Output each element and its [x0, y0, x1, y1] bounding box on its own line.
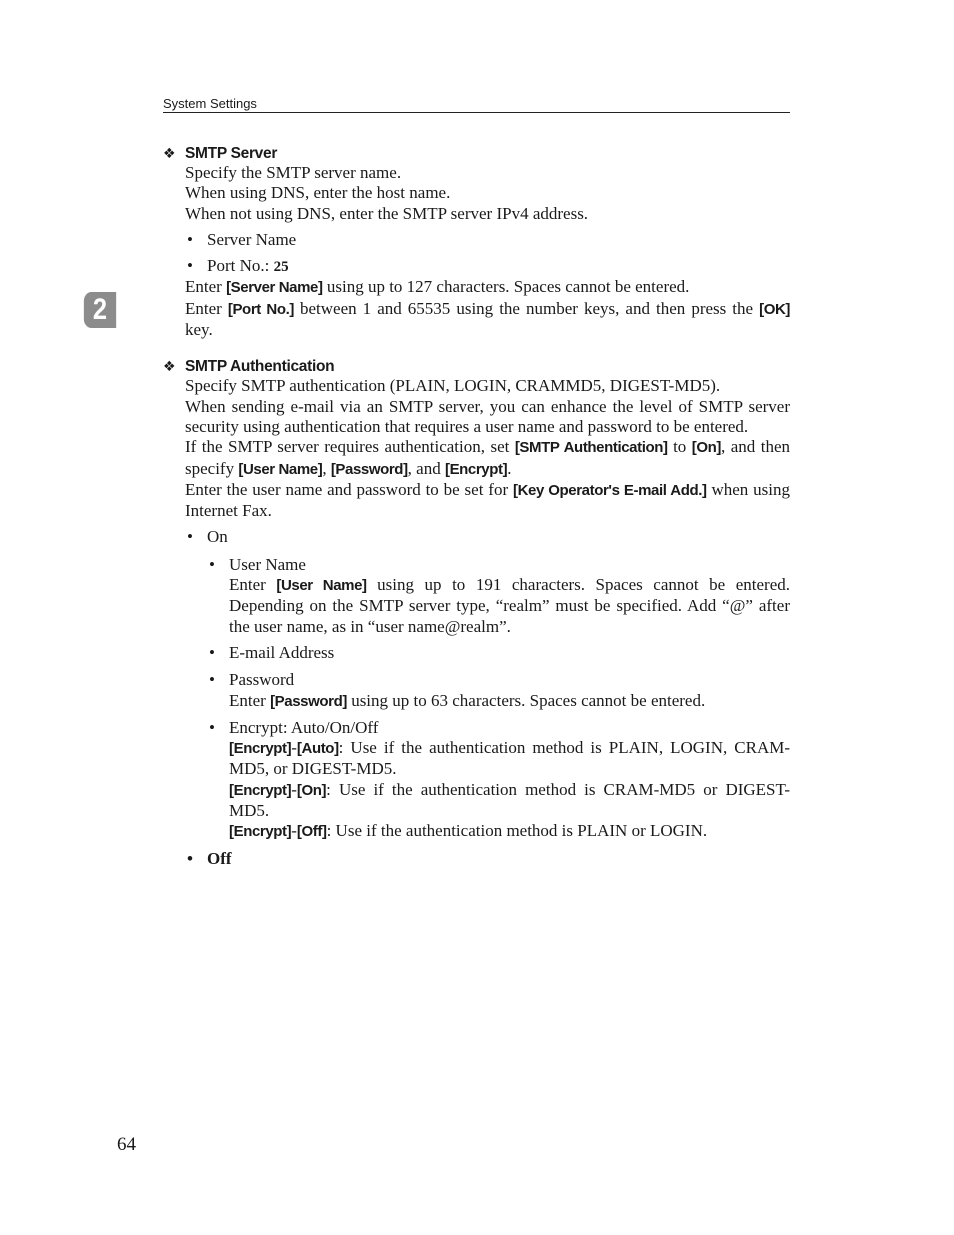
smtp-server-heading: [163, 143, 790, 163]
chapter-tab: 2: [84, 292, 116, 328]
list-item-encrypt: [207, 718, 790, 843]
encrypt-auto-description: [Encrypt]-[Auto]: Use if the authentication method is PLAIN, LOGIN, CRAM-MD5, or DIGEST-MD5.: [229, 738, 790, 779]
auth-setting-instruction: If the SMTP server requires authentication, set [SMTP Authentication] to [On], and then specify [User Name], [Password], and [Encrypt].: [185, 437, 790, 478]
smtp-server-body: [185, 163, 790, 340]
key-operator-instruction: Enter the user name and password to be set for [Key Operator's E-mail Add.] when using Internet Fax.: [185, 479, 790, 521]
diamond-bullet-icon: ❖: [163, 145, 176, 161]
list-item-password: [207, 670, 790, 712]
encrypt-label: • Encrypt: Auto/On/Off: [229, 717, 379, 737]
auth-intro: Specify SMTP authentication (PLAIN, LOGIN, CRAMMD5, DIGEST-MD5).: [185, 376, 721, 396]
list-item-server-name: • Server Name: [185, 230, 790, 250]
list-item-port-no: • Port No.: 25: [185, 256, 790, 277]
smtp-server-title: SMTP Server: [185, 145, 278, 162]
smtp-auth-heading: [163, 356, 790, 376]
encrypt-off-description: [Encrypt]-[Off]: Use if the authentication method is PLAIN or LOGIN.: [229, 821, 708, 841]
list-item-user-name: [207, 555, 790, 637]
list-item-on: [185, 527, 790, 842]
list-item-off: • Off: [185, 849, 790, 869]
auth-description: When sending e-mail via an SMTP server, you can enhance the level of SMTP server security using authentication that requires a user name and password to be entered.: [185, 396, 790, 436]
page-number: 64: [117, 1134, 136, 1155]
smtp-server-line-2: When using DNS, enter the host name.: [185, 183, 451, 203]
user-name-label: • User Name: [229, 554, 306, 574]
server-name-instruction: Enter [Server Name] using up to 127 characters. Spaces cannot be entered.: [185, 277, 690, 297]
encrypt-on-description: [Encrypt]-[On]: Use if the authentication method is CRAM-MD5 or DIGEST-MD5.: [229, 779, 790, 821]
list-item-email-address: • E-mail Address: [207, 643, 790, 663]
smtp-server-line-1: Specify the SMTP server name.: [185, 163, 402, 182]
on-label: On: [207, 527, 228, 547]
password-label: • Password: [229, 670, 295, 690]
port-value: 25: [273, 259, 289, 276]
smtp-auth-title: SMTP Authentication: [185, 358, 335, 376]
user-name-description: Enter [User Name] using up to 191 characters. Spaces cannot be entered. Depending on the SMTP server type, “realm” must be specified. Add “@” after the user name, as in “user name@realm”.: [229, 575, 790, 636]
password-description: Enter [Password] using up to 63 characters. Spaces cannot be entered.: [229, 690, 706, 710]
page-content: [163, 143, 790, 869]
running-header: System Settings: [163, 96, 790, 113]
diamond-bullet-icon: ❖: [163, 358, 176, 375]
smtp-auth-body: [185, 376, 790, 869]
smtp-server-line-3: When not using DNS, enter the SMTP server IPv4 address.: [185, 203, 589, 223]
port-instruction: Enter [Port No.] between 1 and 65535 using the number keys, and then press the [OK] key.: [185, 298, 790, 340]
